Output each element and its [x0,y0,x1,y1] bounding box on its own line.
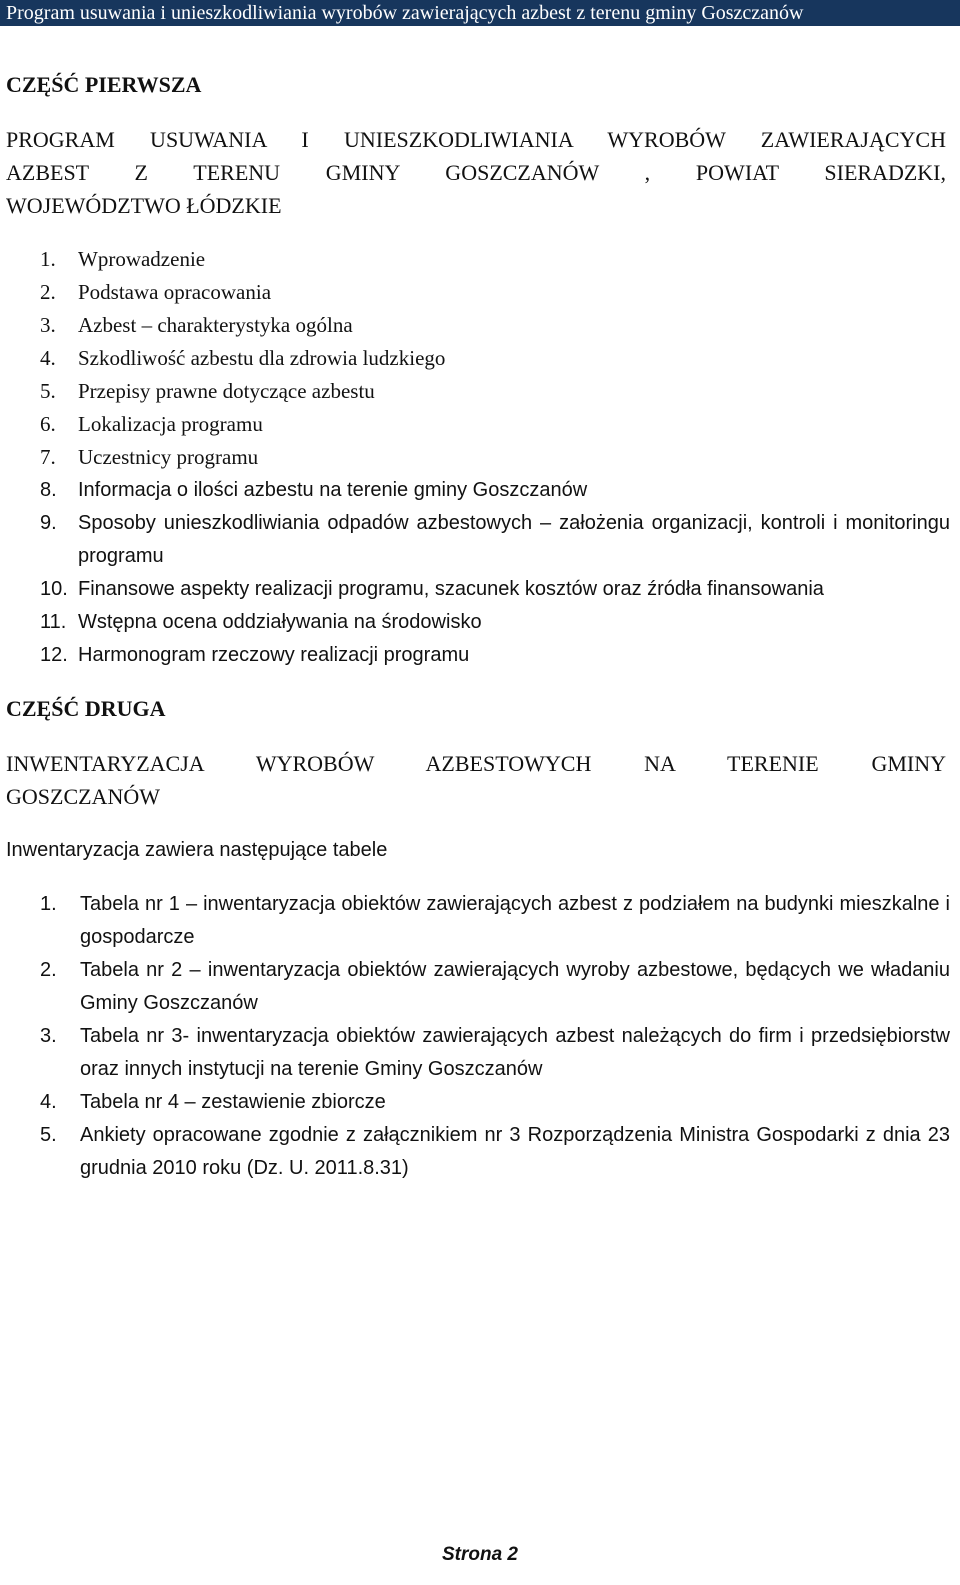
inventory-table-number: 2. [40,959,57,981]
toc-item-text: Wprowadzenie [78,247,206,271]
toc-item-number: 3. [40,313,56,337]
inventory-table-number: 5. [40,1124,57,1146]
part1-title-line1: PROGRAM USUWANIA I UNIESZKODLIWIANIA WYROBÓW ZAWIERAJĄCYCH [6,127,946,152]
part2-title [6,747,946,813]
part1-heading: CZĘŚĆ PIERWSZA [6,72,202,97]
toc-item-text: Szkodliwość azbestu dla zdrowia ludzkiego [78,346,446,370]
inventory-intro: Inwentaryzacja zawiera następujące tabele [6,839,388,861]
toc-item-text: Przepisy prawne dotyczące azbestu [78,379,375,403]
toc-item-text: Finansowe aspekty realizacji programu, szacunek kosztów oraz źródła finansowania [78,578,824,600]
toc-item-text: Podstawa opracowania [78,280,272,304]
document-header: Program usuwania i unieszkodliwiania wyrobów zawierających azbest z terenu gminy Goszczanów [0,0,960,26]
toc-item-text: Lokalizacja programu [78,412,263,436]
toc-item-number: 5. [40,379,56,403]
toc-item [40,342,950,375]
toc-item-number: 12. [40,644,68,666]
toc-item [40,606,950,639]
inventory-table-number: 4. [40,1091,57,1113]
inventory-table-text: Tabela nr 1 – inwentaryzacja obiektów zawierających azbest z podziałem na budynki mieszkalne i gospodarcze [80,893,950,948]
toc-item [40,639,950,672]
inventory-table-number: 1. [40,893,57,915]
part2-heading: CZĘŚĆ DRUGA [6,696,166,721]
toc-item-text: Informacja o ilości azbestu na terenie gminy Goszczanów [78,479,588,501]
toc-item [40,309,950,342]
toc-item-number: 9. [40,512,57,534]
page-number: Strona 2 [441,1544,519,1565]
toc-item-number: 11. [40,611,67,633]
toc-item-number: 10. [40,578,68,600]
toc-item [40,276,950,309]
inventory-table-text: Tabela nr 3- inwentaryzacja obiektów zawierających azbest należących do firm i przedsiębiorstw oraz innych instytucji na terenie Gminy Goszczanów [80,1025,950,1080]
table-of-contents [40,243,950,474]
inventory-table-item [40,1020,950,1086]
toc-item-number: 2. [40,280,56,304]
inventory-table-item [40,1119,950,1185]
toc-item [40,375,950,408]
part1-title-line2: AZBEST Z TERENU GMINY GOSZCZANÓW , POWIAT SIERADZKI, [6,160,946,185]
toc-item [40,507,950,573]
inventory-table-text: Ankiety opracowane zgodnie z załącznikiem nr 3 Rozporządzenia Ministra Gospodarki z dnia 23 grudnia 2010 roku (Dz. U. 2011.8.31) [80,1124,950,1179]
inventory-table-item [40,1086,950,1119]
inventory-tables-list [40,888,950,1185]
toc-item-number: 6. [40,412,56,436]
toc-item-text: Harmonogram rzeczowy realizacji programu [78,644,470,666]
toc-item-text: Azbest – charakterystyka ogólna [78,313,353,337]
toc-item [40,408,950,441]
toc-item-number: 8. [40,479,57,501]
inventory-table-item [40,888,950,954]
toc-item-text: Uczestnicy programu [78,445,259,469]
toc-item-number: 1. [40,247,56,271]
toc-item-text: Sposoby unieszkodliwiania odpadów azbestowych – założenia organizacji, kontroli i monitoringu programu [78,512,950,567]
part2-title-line1: INWENTARYZACJA WYROBÓW AZBESTOWYCH NA TERENIE GMINY [6,751,946,776]
inventory-table-text: Tabela nr 4 – zestawienie zbiorcze [80,1091,386,1113]
part1-title [6,123,946,222]
inventory-table-number: 3. [40,1025,57,1047]
part1-title-line3: WOJEWÓDZTWO ŁÓDZKIE [6,193,282,218]
inventory-table-text: Tabela nr 2 – inwentaryzacja obiektów zawierających wyroby azbestowe, będących we władaniu Gminy Goszczanów [80,959,950,1014]
toc-item-number: 4. [40,346,56,370]
toc-item-number: 7. [40,445,56,469]
toc-item [40,573,950,606]
toc-item [40,441,950,474]
inventory-table-item [40,954,950,1020]
part2-title-line2: GOSZCZANÓW [6,784,160,809]
toc-item [40,474,950,507]
toc-item [40,243,950,276]
toc-item-text: Wstępna ocena oddziaływania na środowisko [78,611,482,633]
table-of-contents-continued [40,474,950,672]
